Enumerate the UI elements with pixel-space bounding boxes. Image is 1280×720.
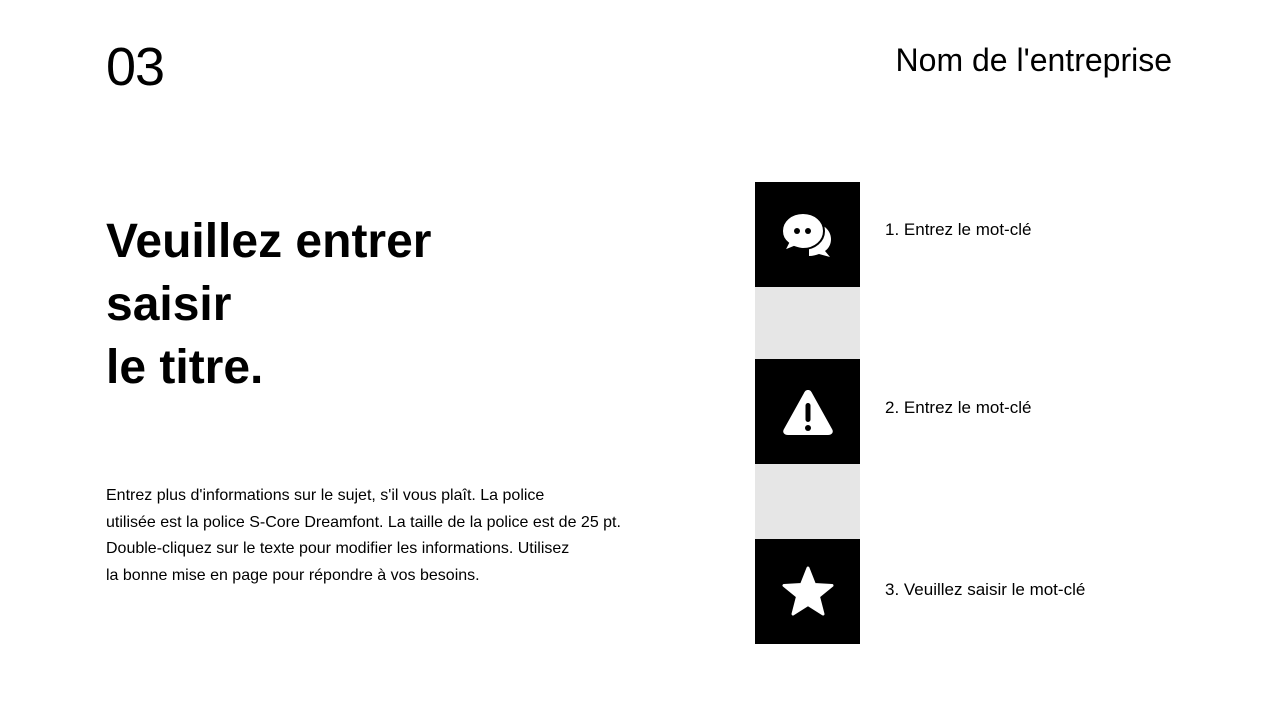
chat-bubbles-icon: [781, 210, 835, 260]
slide-number: 03: [106, 37, 165, 97]
page-title: [106, 210, 626, 399]
step-2-label: 2. Entrez le mot-clé: [885, 398, 1032, 417]
body-line: Double-cliquez sur le texte pour modifier les informations. Utilisez: [106, 540, 570, 557]
step-2-icon-box: [755, 359, 860, 464]
star-icon: [781, 566, 835, 618]
title-line: le titre.: [106, 341, 264, 394]
step-3-label: 3. Veuillez saisir le mot-clé: [885, 580, 1086, 599]
step-1-label: 1. Entrez le mot-clé: [885, 220, 1032, 239]
warning-icon: [781, 387, 835, 437]
title-line: saisir: [106, 278, 232, 331]
company-name: Nom de l'entreprise: [895, 42, 1172, 78]
body-line: la bonne mise en page pour répondre à vos besoins.: [106, 566, 480, 584]
body-text: [106, 483, 686, 589]
body-line: utilisée est la police S-Core Dreamfont. La taille de la police est de 25 pt.: [106, 513, 621, 531]
body-line: Entrez plus d'informations sur le sujet, s'il vous plaît. La police: [106, 487, 545, 504]
title-line: Veuillez entrer: [106, 215, 432, 268]
step-3-icon-box: [755, 539, 860, 644]
step-1-icon-box: [755, 182, 860, 287]
